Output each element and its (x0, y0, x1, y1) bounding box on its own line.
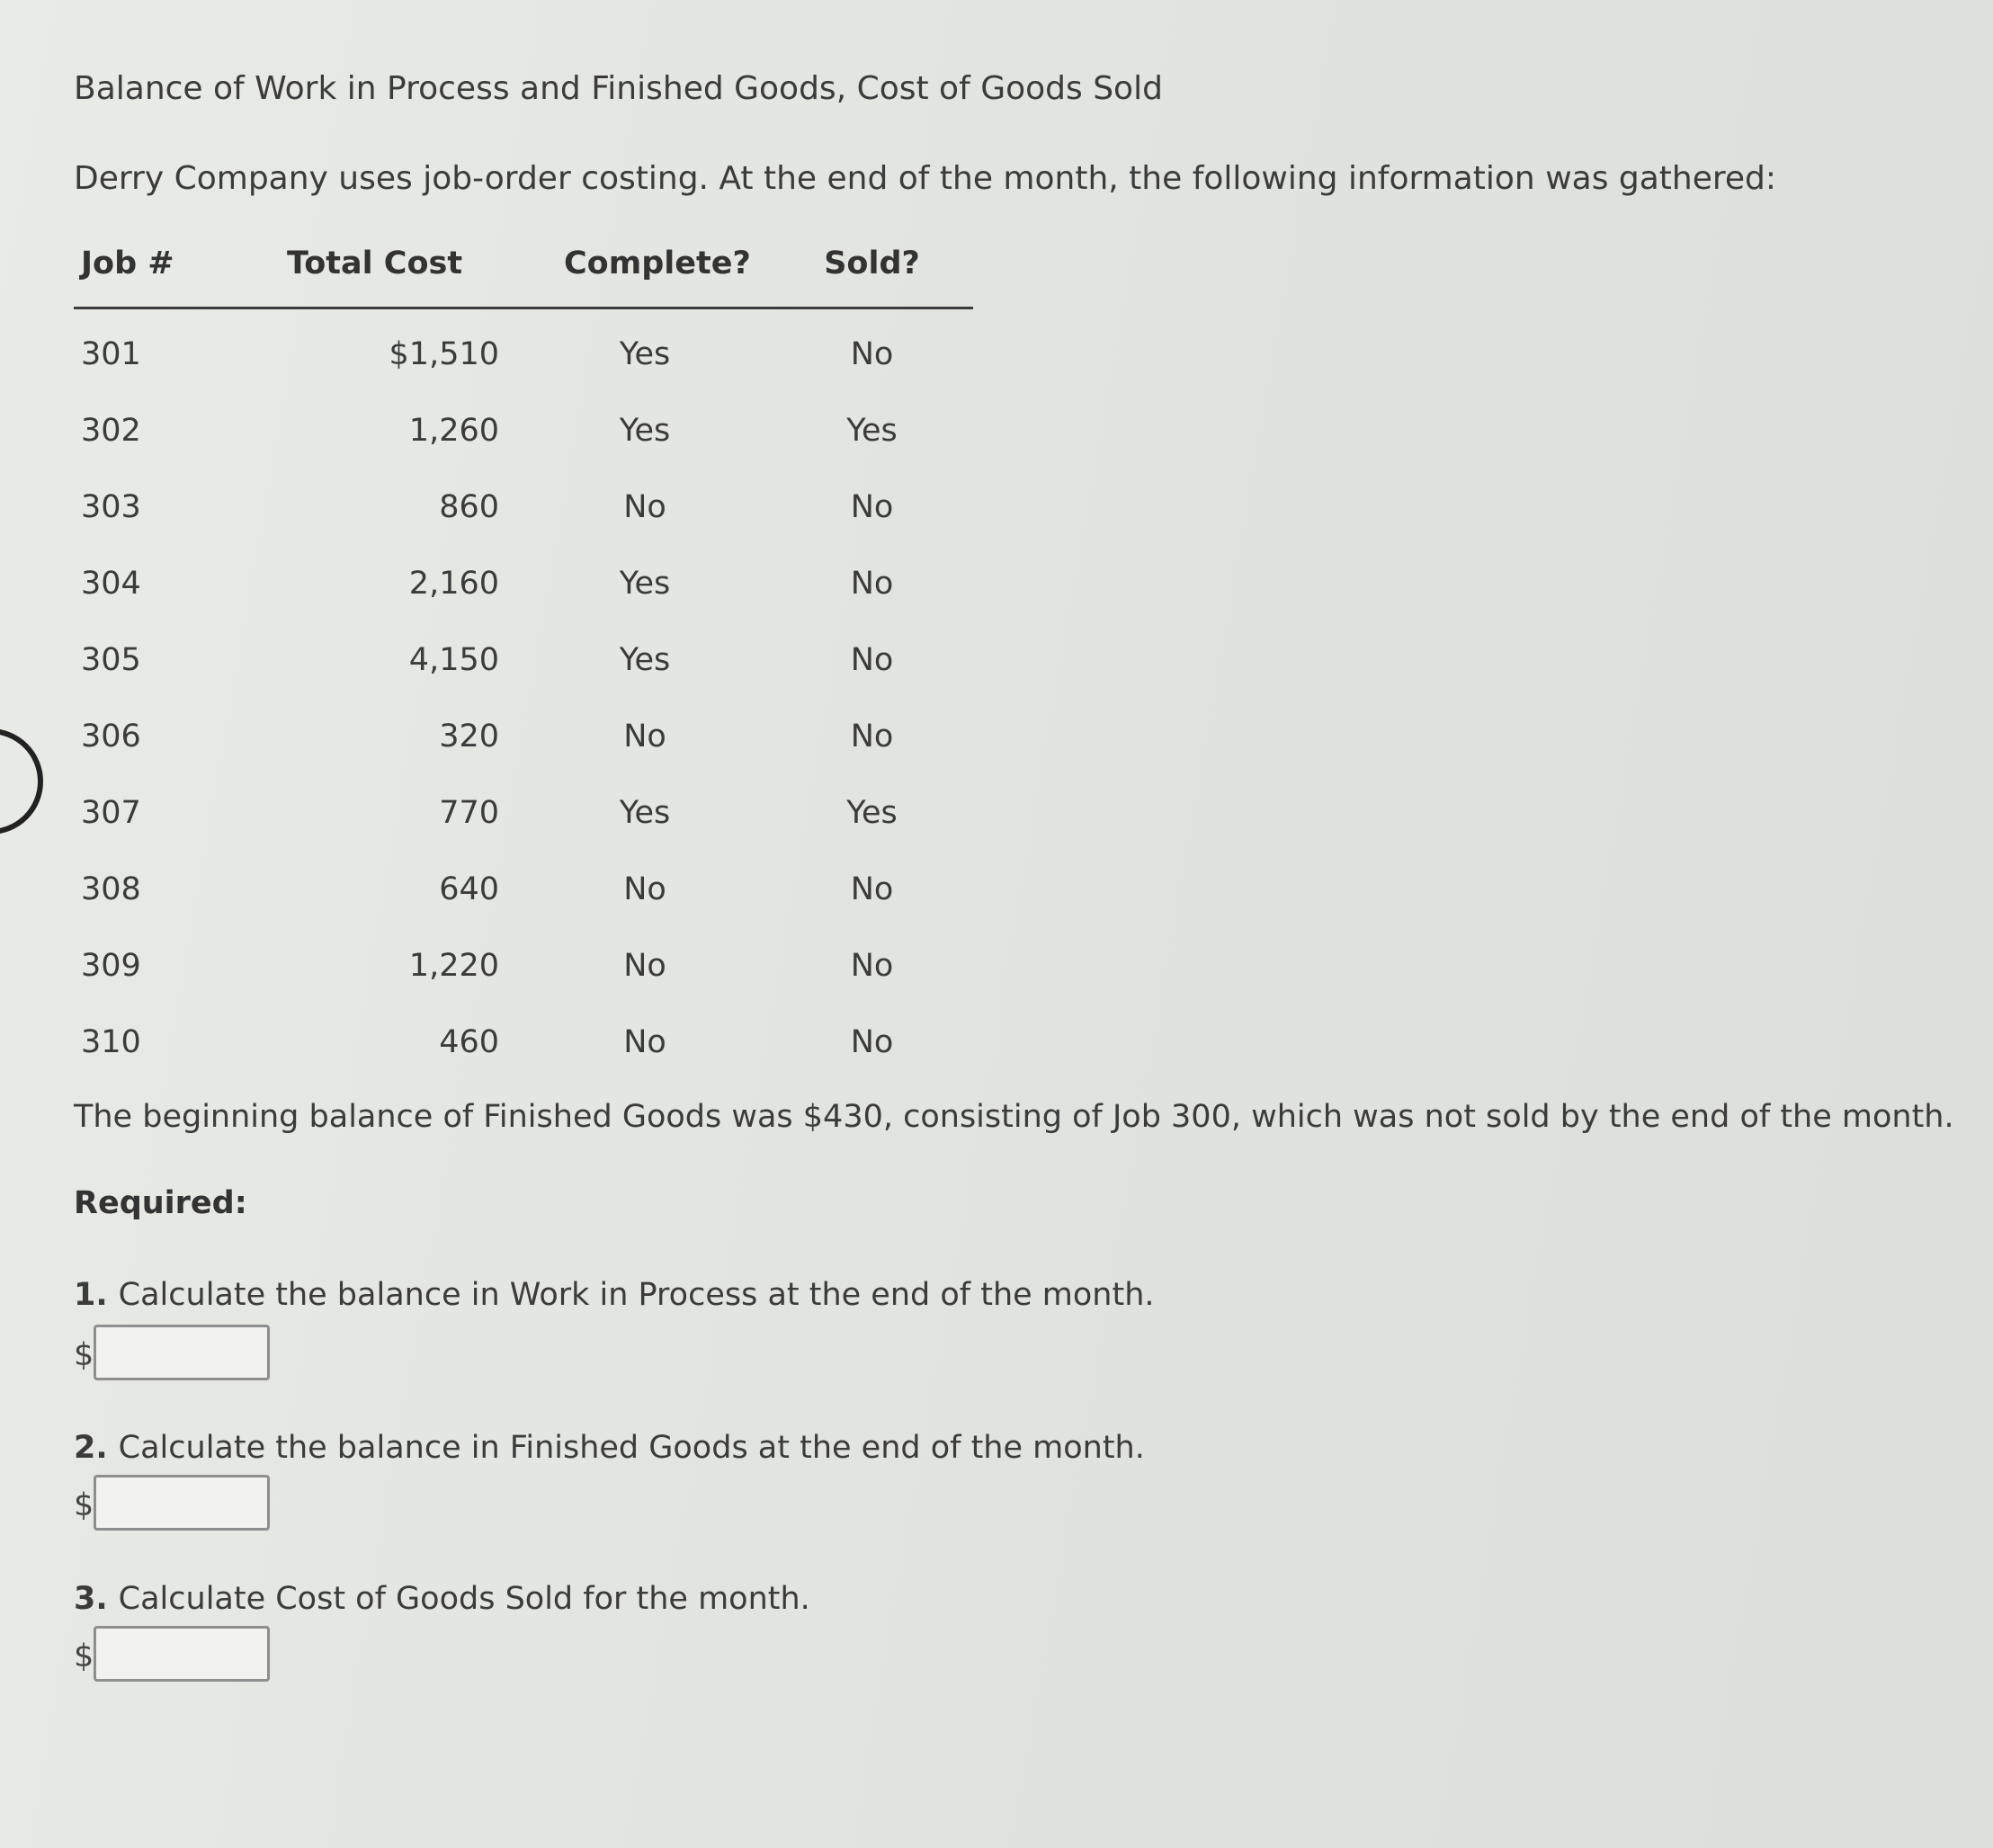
finished-goods-note: The beginning balance of Finished Goods was $430, consisting of Job 300, which was not sold by the end of the month. (74, 1099, 1954, 1135)
cogs-input[interactable] (94, 1626, 270, 1682)
job-complete: No (623, 489, 666, 525)
table-row (74, 768, 973, 844)
table-row (74, 615, 973, 692)
job-sold: No (850, 1024, 894, 1060)
job-number: 307 (81, 795, 141, 831)
job-number: 303 (81, 489, 141, 525)
job-sold: Yes (846, 795, 898, 831)
header-total-cost: Total Cost (287, 246, 463, 281)
job-cost: 1,260 (408, 413, 499, 449)
job-complete: No (623, 948, 666, 984)
job-cost: $1,510 (389, 336, 499, 372)
job-number: 306 (81, 719, 141, 754)
job-number: 301 (81, 336, 141, 372)
job-sold: No (850, 642, 894, 678)
job-complete: No (623, 719, 666, 754)
question-number: 3. (74, 1581, 108, 1617)
job-complete: No (623, 871, 666, 907)
table-row (74, 539, 973, 615)
job-sold: No (850, 489, 894, 525)
job-number: 304 (81, 566, 141, 602)
header-job: Job # (81, 246, 174, 281)
question-text: Calculate the balance in Finished Goods at the end of the month. (118, 1430, 1145, 1466)
problem-title: Balance of Work in Process and Finished Goods, Cost of Goods Sold (74, 70, 1163, 107)
problem-intro: Derry Company uses job-order costing. At the end of the month, the following information was gathered: (74, 160, 1777, 197)
job-cost: 640 (439, 871, 499, 907)
table-header (74, 238, 973, 309)
job-sold: No (850, 948, 894, 984)
job-complete: No (623, 1024, 666, 1060)
question-2 (74, 1430, 1145, 1466)
job-cost: 1,220 (408, 948, 499, 984)
table-row (74, 309, 973, 386)
job-complete: Yes (619, 566, 671, 602)
required-heading: Required: (74, 1185, 247, 1221)
table-row (74, 997, 973, 1074)
question-1 (74, 1277, 1155, 1313)
table-row (74, 921, 973, 997)
cursor-circle-icon (0, 728, 43, 835)
dollar-sign: $ (74, 1638, 94, 1674)
job-cost: 2,160 (408, 566, 499, 602)
question-number: 1. (74, 1277, 108, 1313)
job-number: 309 (81, 948, 141, 984)
job-cost: 770 (439, 795, 499, 831)
dollar-sign: $ (74, 1487, 94, 1523)
job-number: 310 (81, 1024, 141, 1060)
job-sold: No (850, 336, 894, 372)
header-complete: Complete? (564, 246, 751, 281)
question-text: Calculate the balance in Work in Process at the end of the month. (118, 1277, 1155, 1313)
table-row (74, 844, 973, 921)
job-complete: Yes (619, 795, 671, 831)
job-sold: No (850, 566, 894, 602)
question-text: Calculate Cost of Goods Sold for the month. (118, 1581, 810, 1617)
job-complete: Yes (619, 413, 671, 449)
job-number: 302 (81, 413, 141, 449)
job-number: 308 (81, 871, 141, 907)
finished-goods-input[interactable] (94, 1475, 270, 1531)
job-complete: Yes (619, 642, 671, 678)
job-sold: No (850, 719, 894, 754)
job-sold: No (850, 871, 894, 907)
wip-balance-input[interactable] (94, 1325, 270, 1380)
table-row (74, 692, 973, 768)
job-number: 305 (81, 642, 141, 678)
question-3 (74, 1581, 810, 1617)
job-cost: 460 (439, 1024, 499, 1060)
header-sold: Sold? (824, 246, 920, 281)
job-cost: 320 (439, 719, 499, 754)
dollar-sign: $ (74, 1337, 94, 1373)
table-row (74, 386, 973, 462)
question-number: 2. (74, 1430, 108, 1466)
job-cost: 4,150 (408, 642, 499, 678)
jobs-table (74, 238, 973, 1074)
job-sold: Yes (846, 413, 898, 449)
job-complete: Yes (619, 336, 671, 372)
table-row (74, 462, 973, 539)
job-cost: 860 (439, 489, 499, 525)
